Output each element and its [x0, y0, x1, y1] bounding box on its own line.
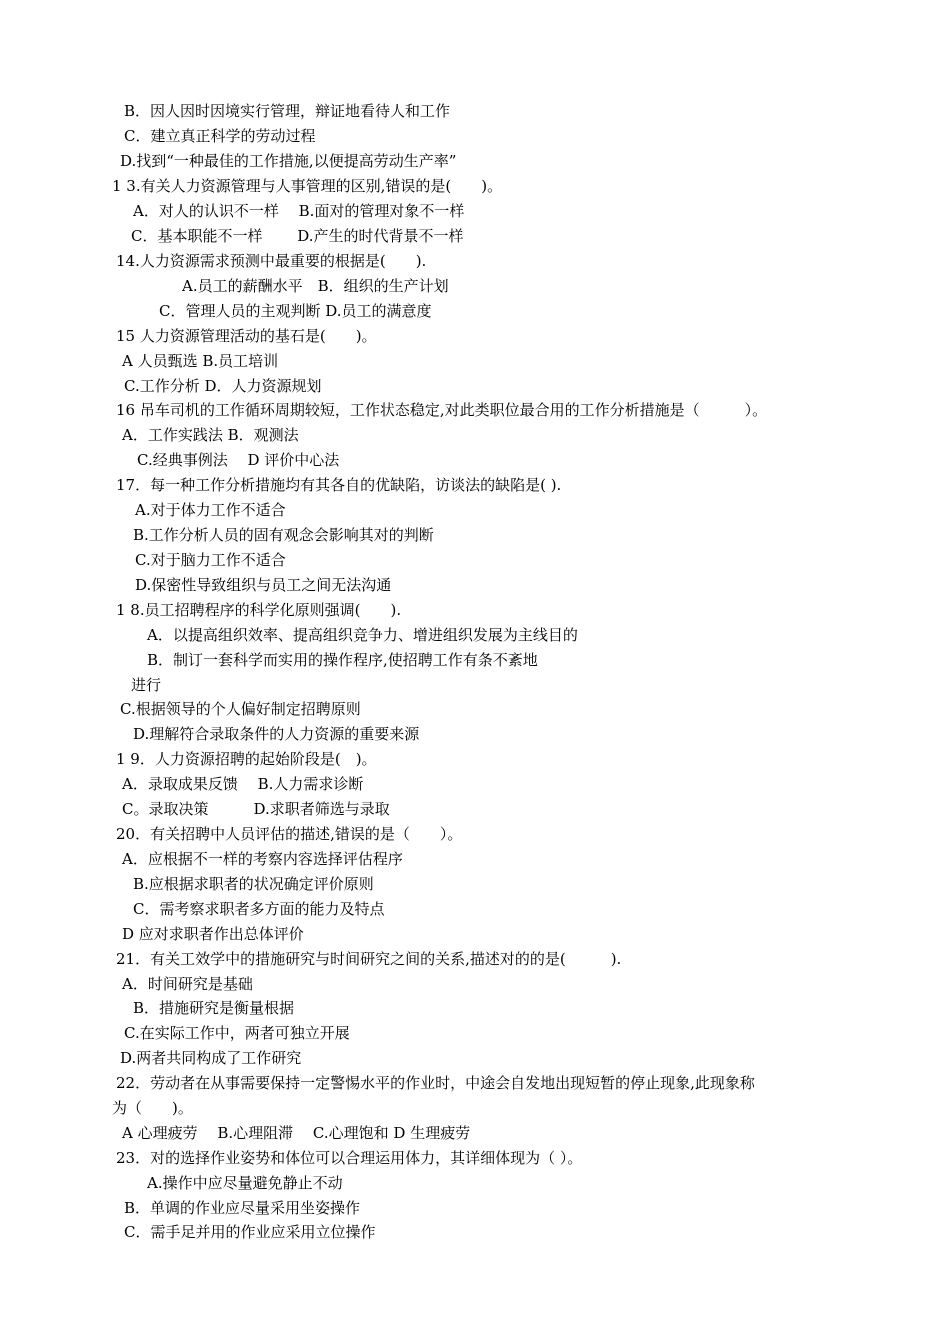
- text-line: D.理解符合录取条件的人力资源的重要来源: [133, 725, 420, 743]
- text-line: A．以提高组织效率、提高组织竞争力、增进组织发展为主线目的: [147, 626, 578, 644]
- text-line: C.根据领导的个人偏好制定招聘原则: [120, 700, 361, 718]
- text-line: A 心理疲劳 B.心理阻滞 C.心理饱和 D 生理疲劳: [122, 1124, 471, 1142]
- text-line: B．措施研究是衡量根据: [133, 999, 295, 1017]
- text-line: D.两者共同构成了工作研究: [120, 1049, 302, 1067]
- text-line: D.找到“一种最佳的工作措施,以便提高劳动生产率”: [120, 152, 457, 170]
- text-line: B.应根据求职者的状况确定评价原则: [133, 875, 374, 893]
- text-line: 1 3.有关人力资源管理与人事管理的区别,错误的是( )。: [112, 177, 503, 195]
- text-line: C。录取决策 D.求职者筛选与录取: [122, 800, 390, 818]
- text-line: C．基本职能不一样 D.产生的时代背景不一样: [131, 227, 464, 245]
- text-line: B．制订一套科学而实用的操作程序,使招聘工作有条不紊地: [147, 651, 538, 669]
- text-line: C.对于脑力工作不适合: [135, 551, 286, 569]
- text-line: 22．劳动者在从事需要保持一定警惕水平的作业时，中途会自发地出现短暂的停止现象,此现象称: [116, 1074, 755, 1092]
- text-line: B.工作分析人员的固有观念会影响其对的判断: [133, 526, 434, 544]
- text-line: 为（ )。: [112, 1099, 193, 1117]
- text-line: A．时间研究是基础: [122, 975, 253, 993]
- text-line: C．需考察求职者多方面的能力及特点: [133, 900, 385, 918]
- text-line: C．建立真正科学的劳动过程: [124, 127, 316, 145]
- text-line: 16 吊车司机的工作循环周期较短，工作状态稳定,对此类职位最合用的工作分析措施是（ ）。: [116, 401, 768, 419]
- text-line: B．单调的作业应尽量采用坐姿操作: [124, 1199, 361, 1217]
- text-line: C.在实际工作中，两者可独立开展: [124, 1024, 350, 1042]
- text-line: A 人员甄选 B.员工培训: [122, 352, 279, 370]
- text-line: A．工作实践法 B．观测法: [122, 426, 299, 444]
- text-line: C．管理人员的主观判断 D.员工的满意度: [159, 302, 432, 320]
- text-line: 23．对的选择作业姿势和体位可以合理运用体力，其详细体现为（ ）。: [116, 1149, 583, 1167]
- text-line: 15 人力资源管理活动的基石是( )。: [116, 327, 377, 345]
- text-line: 17．每一种工作分析措施均有其各自的优缺陷，访谈法的缺陷是( ).: [116, 476, 562, 494]
- text-line: D.保密性导致组织与员工之间无法沟通: [135, 576, 392, 594]
- text-line: A.对于体力工作不适合: [135, 501, 286, 519]
- text-line: 21．有关工效学中的措施研究与时间研究之间的关系,描述对的的是( ).: [116, 950, 622, 968]
- text-line: A．应根据不一样的考察内容选择评估程序: [122, 850, 403, 868]
- text-line: C．需手足并用的作业应采用立位操作: [124, 1223, 376, 1241]
- text-line: 1 8.员工招聘程序的科学化原则强调( ).: [116, 601, 402, 619]
- text-line: A.操作中应尽量避免静止不动: [147, 1174, 343, 1192]
- text-line: D 应对求职者作出总体评价: [122, 925, 304, 943]
- text-line: A．对人的认识不一样 B.面对的管理对象不一样: [133, 202, 465, 220]
- text-line: C.工作分析 D．人力资源规划: [124, 377, 322, 395]
- text-line: 进行: [131, 676, 162, 694]
- text-line: C.经典事例法 D 评价中心法: [137, 451, 340, 469]
- text-line: B．因人因时因境实行管理，辩证地看待人和工作: [124, 102, 451, 120]
- text-line: 20．有关招聘中人员评估的描述,错误的是（ ）。: [116, 825, 463, 843]
- text-line: A.员工的薪酬水平 B．组织的生产计划: [182, 277, 449, 295]
- text-line: 14.人力资源需求预测中最重要的根据是( ).: [116, 252, 427, 270]
- text-line: A．录取成果反馈 B.人力需求诊断: [122, 775, 364, 793]
- text-line: 1 9．人力资源招聘的起始阶段是( )。: [116, 750, 377, 768]
